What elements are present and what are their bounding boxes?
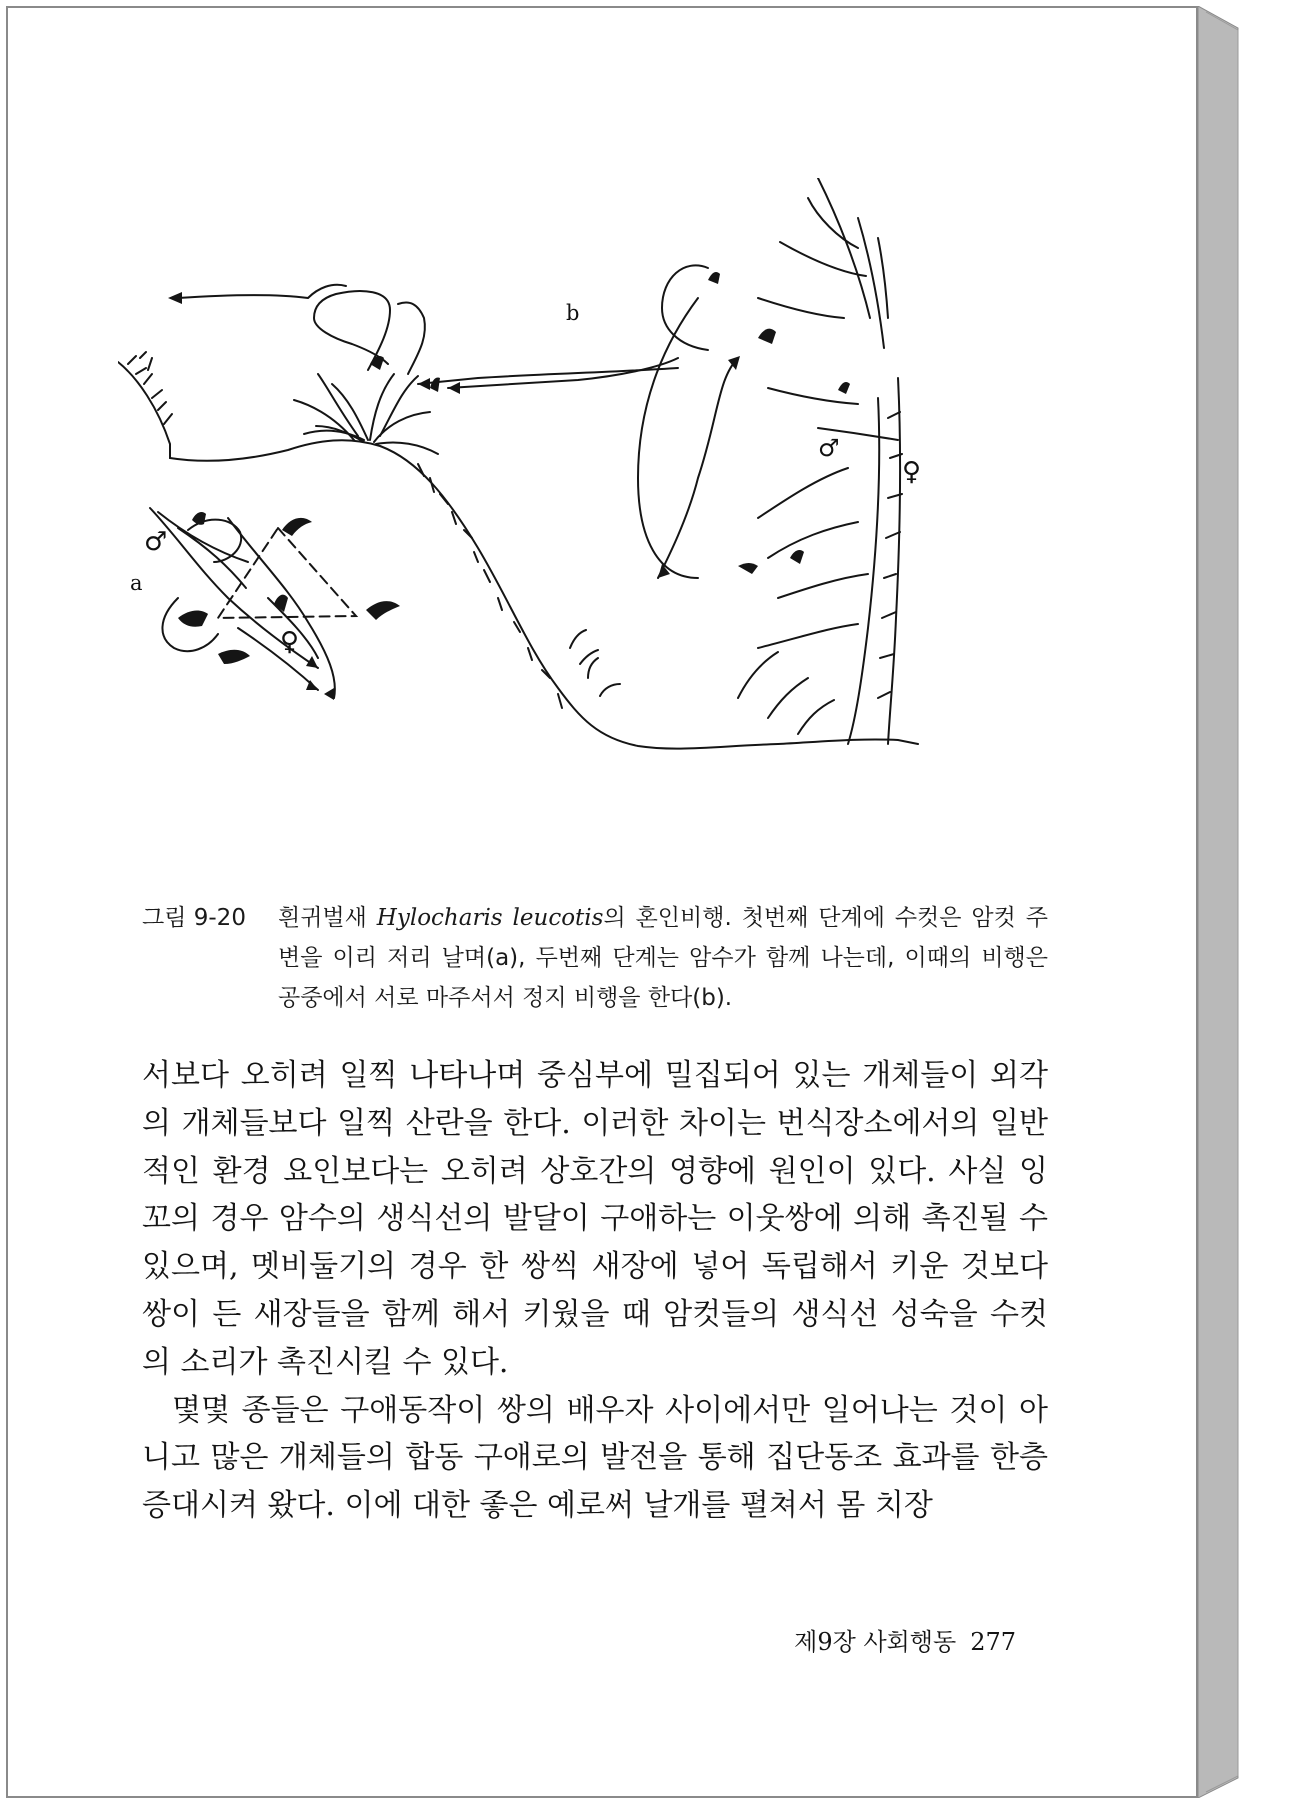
paragraph-2: 몇몇 종들은 구애동작이 쌍의 배우자 사이에서만 일어나는 것이 아니고 많은 개체들의 합동 구애로의 발전을 통해 집단동조 효과를 한층 증대시켜 왔다. 이에 대한 좋은 예로써 날개를 펼쳐서 몸 치장 [142,1392,1048,1524]
paragraph-1: 서보다 오히려 일찍 나타나며 중심부에 밀집되어 있는 개체들이 외각의 개체들보다 일찍 산란을 한다. 이러한 차이는 번식장소에서의 일반적인 환경 요인보다는 오히려 상호간의 영향에 원인이 있다. 사실 잉꼬의 경우 암수의 생식선의 발달이 구애하는 이웃쌍에 의해 촉진될 수 있으며, 멧비둘기의 경우 한 쌍씩 새장에 넣어 독립해서 키운 것보다 쌍이 든 새장들을 함께 해서 키웠을 때 암컷들의 생식선 성숙을 수컷의 소리가 촉진시킬 수 있다. [142,1058,1048,1380]
chapter-title: 제9장 사회행동 [794,1628,957,1656]
figure-caption [142,898,1048,1018]
female-symbol-b: ♀ [902,457,922,487]
figure-illustration [118,178,1038,868]
female-symbol-a: ♀ [280,627,300,657]
running-footer [788,1622,1016,1657]
figure-label-a: a [130,571,143,595]
caption-text-pre: 흰귀벌새 [278,905,377,931]
caption-species-name: Hylocharis leucotis [376,905,604,931]
page-stack-edge [1198,6,1270,1798]
page-number: 277 [970,1628,1016,1656]
book-page [6,6,1198,1798]
figure-label-b: b [566,301,580,325]
caption-number: 그림 9-20 [142,905,246,931]
caption-text-post: 의 혼인비행. 첫번째 단계에 수컷은 암컷 주변을 이리 저리 날며(a), 두번째 단계는 암수가 함께 나는데, 이때의 비행은 공중에서 서로 마주서서 정지 비행을 한다(b). [278,905,1048,1011]
body-text [142,1052,1048,1530]
male-symbol-b: ♂ [818,434,840,462]
caption-text [278,898,1048,1018]
male-symbol-a: ♂ [144,527,168,557]
